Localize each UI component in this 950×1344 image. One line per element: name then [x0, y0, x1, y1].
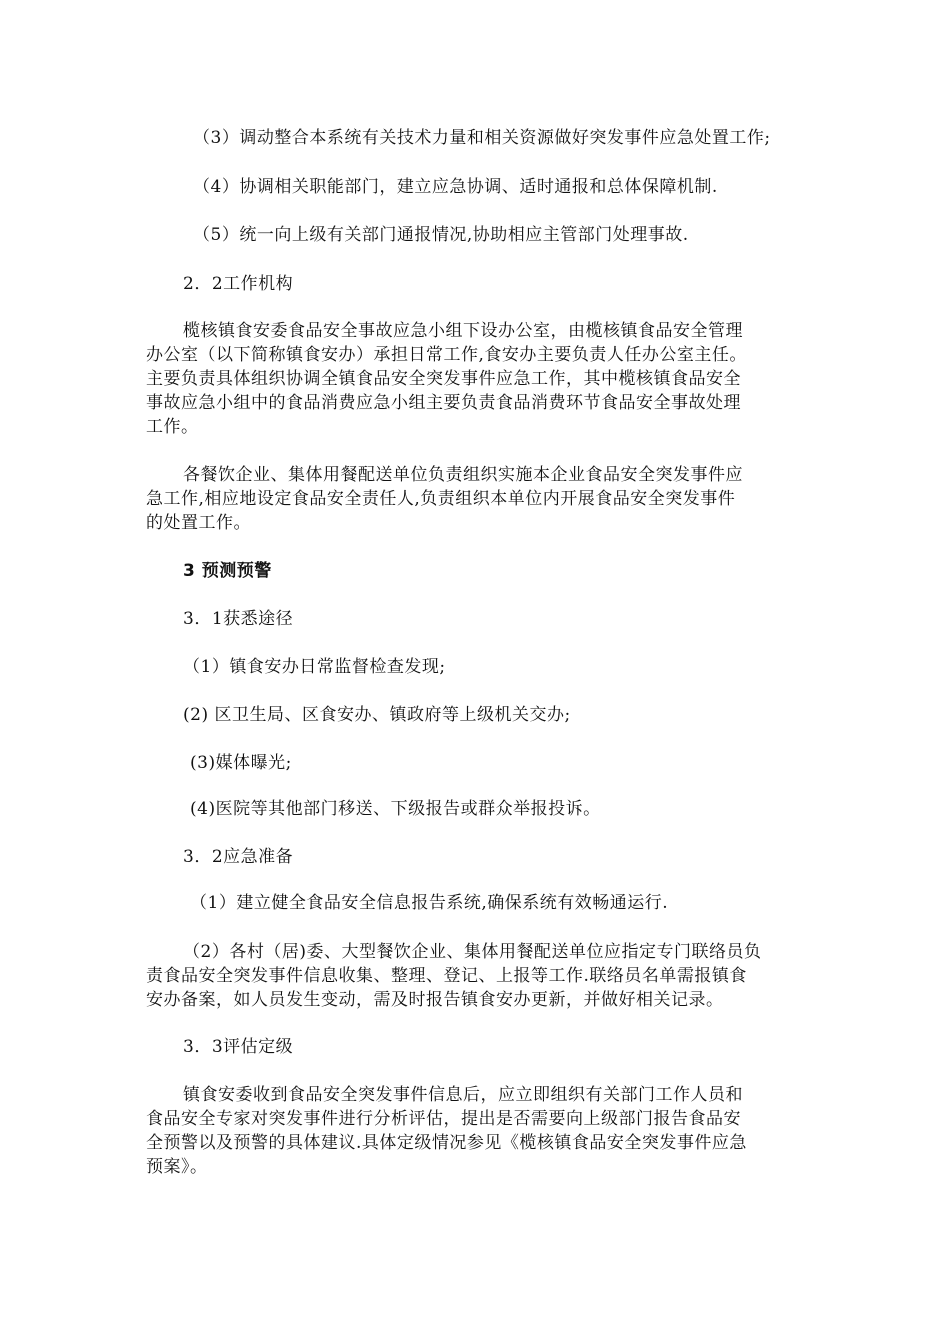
section-heading: 3．3评估定级 [183, 1037, 294, 1057]
paragraph-line: 的处置工作。 [146, 513, 251, 533]
paragraph-line: 安办备案，如人员发生变动，需及时报告镇食安办更新，并做好相关记录。 [146, 990, 724, 1010]
paragraph-line: 各餐饮企业、集体用餐配送单位负责组织实施本企业食品安全突发事件应 [183, 465, 743, 485]
paragraph-line: 急工作,相应地设定食品安全责任人,负责组织本单位内开展食品安全突发事件 [146, 489, 736, 509]
section-heading: 3．2应急准备 [183, 847, 294, 867]
paragraph-line: 事故应急小组中的食品消费应急小组主要负责食品消费环节食品安全事故处理 [146, 393, 741, 413]
paragraph-line: 办公室（以下简称镇食安办）承担日常工作,食安办主要负责人任办公室主任。 [146, 345, 747, 365]
list-item: (4)医院等其他部门移送、下级报告或群众举报投诉。 [190, 799, 601, 819]
section-heading: 2．2工作机构 [183, 274, 294, 294]
paragraph-line: 镇食安委收到食品安全突发事件信息后，应立即组织有关部门工作人员和 [183, 1085, 743, 1105]
paragraph-line: 工作。 [146, 417, 199, 437]
paragraph-line: 全预警以及预警的具体建议.具体定级情况参见《榄核镇食品安全突发事件应急 [146, 1133, 747, 1153]
paragraph-line: 主要负责具体组织协调全镇食品安全突发事件应急工作，其中榄核镇食品安全 [146, 369, 741, 389]
list-item: （5）统一向上级有关部门通报情况,协助相应主管部门处理事故. [193, 225, 689, 245]
paragraph-line: （2）各村（居)委、大型餐饮企业、集体用餐配送单位应指定专门联络员负 [183, 942, 762, 962]
paragraph-line: 预案》。 [146, 1157, 208, 1177]
chapter-heading: 3 预测预警 [183, 561, 272, 581]
list-item: (2) 区卫生局、区食安办、镇政府等上级机关交办; [183, 705, 571, 725]
list-item: （1）镇食安办日常监督检查发现; [183, 657, 446, 677]
list-item: （3）调动整合本系统有关技术力量和相关资源做好突发事件应急处置工作; [193, 128, 771, 148]
paragraph-line: 食品安全专家对突发事件进行分析评估，提出是否需要向上级部门报告食品安 [146, 1109, 741, 1129]
list-item: (3)媒体曝光; [190, 753, 292, 773]
list-item: （4）协调相关职能部门，建立应急协调、适时通报和总体保障机制. [193, 177, 718, 197]
paragraph-line: 榄核镇食安委食品安全事故应急小组下设办公室，由榄核镇食品安全管理 [183, 321, 743, 341]
list-item: （1）建立健全食品安全信息报告系统,确保系统有效畅通运行. [190, 893, 669, 913]
section-heading: 3．1获悉途径 [183, 609, 294, 629]
paragraph-line: 责食品安全突发事件信息收集、整理、登记、上报等工作.联络员名单需报镇食 [146, 966, 747, 986]
